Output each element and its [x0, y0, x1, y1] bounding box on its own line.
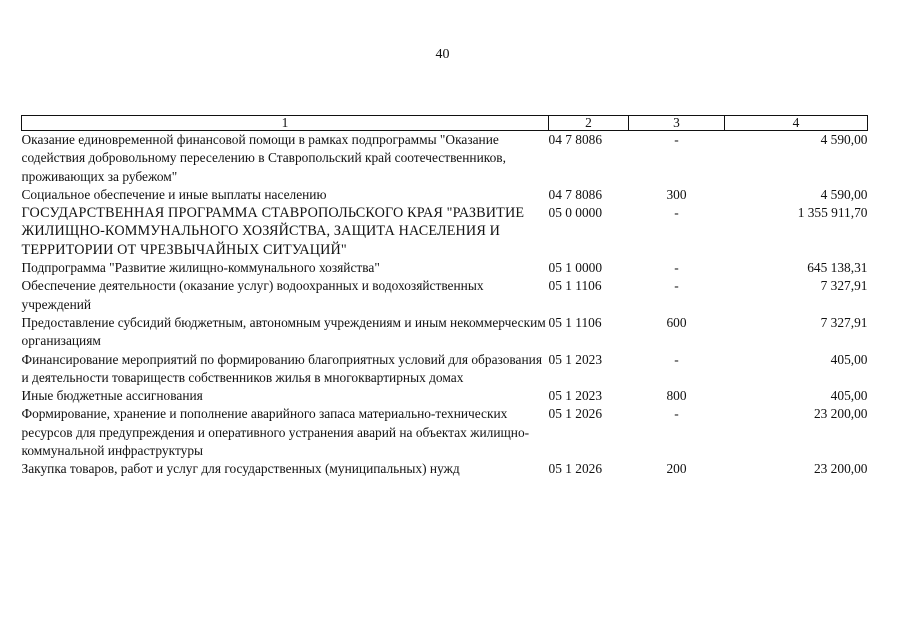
- row-code: 05 1 2023: [548, 388, 603, 404]
- row-amount: 23 200,00: [813, 406, 868, 422]
- row-code: 05 1 2023: [548, 351, 603, 367]
- row-expense-type: -: [674, 278, 679, 294]
- row-expense-type: -: [674, 260, 679, 276]
- table-row: [22, 277, 868, 314]
- row-code: 05 1 1106: [548, 314, 602, 330]
- row-name: Иные бюджетные ассигнования: [21, 388, 203, 404]
- row-amount: 23 200,00: [813, 461, 868, 477]
- row-name: Обеспечение деятельности (оказание услуг) водоохранных и водохозяйственных учреждений: [21, 278, 484, 312]
- table-row: [22, 259, 868, 277]
- row-name: Предоставление субсидий бюджетным, автономным учреждениям и иным некоммерческим организациям: [21, 314, 546, 349]
- row-code: 05 1 0000: [548, 260, 603, 276]
- row-expense-type: 600: [666, 314, 687, 330]
- table-body: [22, 131, 868, 479]
- page-number: 40: [435, 47, 450, 62]
- header-col-3: 3: [629, 116, 725, 131]
- row-name: Закупка товаров, работ и услуг для государственных (муниципальных) нужд: [21, 461, 460, 477]
- row-expense-type: -: [674, 205, 679, 221]
- row-code: 05 1 2026: [548, 461, 603, 477]
- row-expense-type: 300: [666, 186, 687, 202]
- table-row: [22, 460, 868, 478]
- row-code: 05 1 2026: [548, 406, 603, 422]
- header-col-2: 2: [549, 116, 629, 131]
- header-col-1: 1: [22, 116, 549, 131]
- row-amount: 1 355 911,70: [797, 205, 868, 221]
- row-name: Финансирование мероприятий по формированию благоприятных условий для образования и деятельности товариществ собственников жилья в многоквартирных домах: [21, 351, 542, 385]
- row-amount: 645 138,31: [807, 260, 868, 276]
- table-row: [22, 314, 868, 351]
- row-name: Социальное обеспечение и иные выплаты населению: [21, 186, 327, 202]
- row-name: Формирование, хранение и пополнение аварийного запаса материально-технических ресурсов для предупреждения и оперативного устранения аварий на объектах жилищно-коммунальной инфраструктуры: [21, 406, 530, 459]
- row-code: 05 0 0000: [548, 205, 603, 221]
- row-amount: 405,00: [830, 388, 868, 404]
- table-row: [22, 405, 868, 460]
- row-amount: 7 327,91: [820, 278, 868, 294]
- row-code: 04 7 8086: [548, 186, 603, 202]
- table-row: [22, 387, 868, 405]
- header-col-4: 4: [725, 116, 868, 131]
- row-code: 05 1 1106: [548, 278, 602, 294]
- row-amount: 4 590,00: [820, 132, 868, 147]
- row-expense-type: -: [674, 406, 679, 422]
- budget-table: [21, 115, 868, 479]
- row-expense-type: 800: [666, 388, 687, 404]
- header-row: [22, 116, 868, 131]
- table-header: [22, 116, 868, 131]
- row-amount: 7 327,91: [820, 314, 868, 330]
- table-row: [22, 204, 868, 259]
- row-expense-type: -: [674, 132, 679, 147]
- row-name: Подпрограмма "Развитие жилищно-коммунального хозяйства": [21, 260, 380, 276]
- row-code: 04 7 8086: [548, 132, 603, 147]
- table-row: [22, 351, 868, 388]
- row-name: Оказание единовременной финансовой помощи в рамках подпрограммы "Оказание содействия добровольному переселению в Ставропольский край соотечественников, проживающих за рубежом": [21, 132, 506, 184]
- row-expense-type: 200: [666, 461, 687, 477]
- row-expense-type: -: [674, 351, 679, 367]
- table-row: [22, 131, 868, 186]
- row-amount: 405,00: [830, 351, 868, 367]
- table-row: [22, 186, 868, 204]
- row-name: ГОСУДАРСТВЕННАЯ ПРОГРАММА СТАВРОПОЛЬСКОГО КРАЯ "РАЗВИТИЕ ЖИЛИЩНО-КОММУНАЛЬНОГО ХОЗЯЙСТВА, ЗАЩИТА НАСЕЛЕНИЯ И ТЕРРИТОРИИ ОТ ЧРЕЗВЫЧАЙНЫХ СИТУАЦИЙ": [21, 205, 525, 258]
- row-amount: 4 590,00: [820, 186, 868, 202]
